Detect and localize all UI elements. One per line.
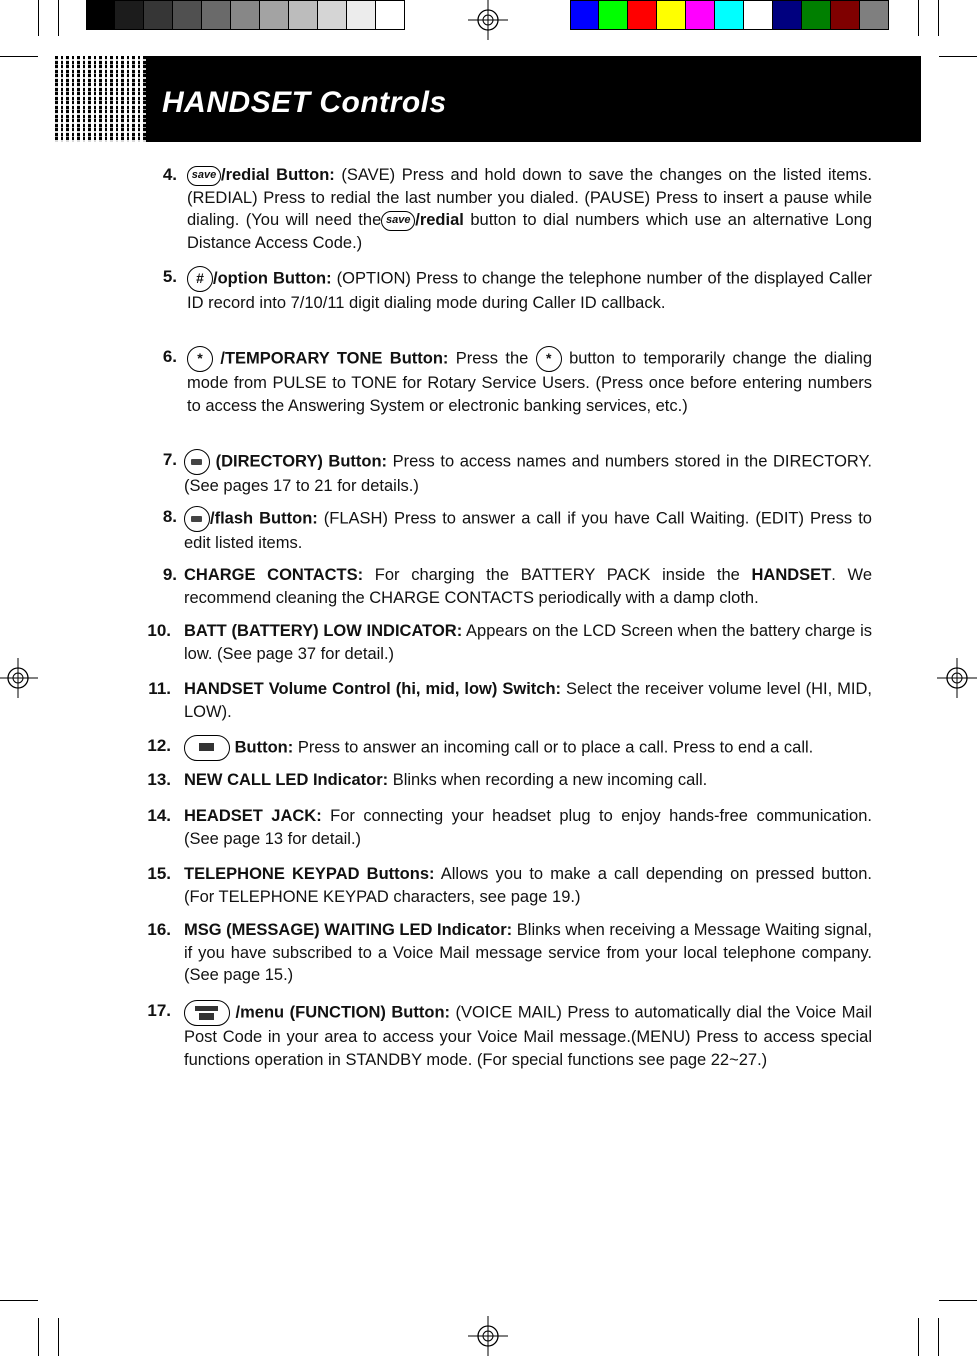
item-number: 14. bbox=[147, 806, 171, 825]
item-description: HEADSET JACK: For connecting your headset plug to enjoy hands-free communication. (See page 13 for detail.) bbox=[184, 807, 872, 848]
color-swatch bbox=[773, 0, 802, 30]
talk-key-icon bbox=[184, 735, 230, 761]
save-key-icon: save bbox=[187, 166, 221, 186]
item-description: HANDSET Volume Control (hi, mid, low) Switch: Select the receiver volume level (HI, MID, LOW). bbox=[184, 680, 872, 721]
item-number: 16. bbox=[147, 920, 171, 939]
section-header bbox=[146, 56, 921, 142]
color-swatch bbox=[860, 0, 889, 30]
item-number: 9. bbox=[162, 565, 177, 584]
crop-mark bbox=[0, 1300, 38, 1301]
item-description: Button: Press to answer an incoming call or to place a call. Press to end a call. bbox=[184, 735, 872, 761]
color-swatch bbox=[715, 0, 744, 30]
item-description: CHARGE CONTACTS: For charging the BATTERY PACK inside the HANDSET. We recommend cleaning the CHARGE CONTACTS periodically with a damp cloth. bbox=[184, 566, 872, 607]
item-description: * /TEMPORARY TONE Button: Press the * button to temporarily change the dialing mode from PULSE to TONE for Rotary Service Users. (Press once before entering numbers to access the Answering System or electronic banking services, etc.) bbox=[187, 346, 872, 417]
color-calibration-bar bbox=[570, 0, 889, 30]
grayscale-calibration-bar bbox=[86, 0, 405, 30]
item-description: /flash Button: (FLASH) Press to answer a call if you have Call Waiting. (EDIT) Press to edit listed items. bbox=[184, 506, 872, 555]
crop-mark bbox=[939, 56, 977, 57]
item-description: BATT (BATTERY) LOW INDICATOR: Appears on the LCD Screen when the battery charge is low. (See page 37 for detail.) bbox=[184, 622, 872, 663]
star-key-icon: * bbox=[536, 346, 562, 372]
color-swatch bbox=[744, 0, 773, 30]
color-swatch bbox=[376, 0, 405, 30]
registration-mark-icon bbox=[468, 1316, 508, 1356]
item-number: 11. bbox=[148, 679, 171, 698]
save-key-icon: save bbox=[381, 211, 415, 231]
crop-mark bbox=[58, 0, 59, 36]
item-description: TELEPHONE KEYPAD Buttons: Allows you to make a call depending on pressed button. (For TELEPHONE KEYPAD characters, see page 19.) bbox=[184, 865, 872, 906]
color-swatch bbox=[144, 0, 173, 30]
color-swatch bbox=[86, 0, 115, 30]
color-swatch bbox=[599, 0, 628, 30]
item-number: 10. bbox=[147, 621, 171, 640]
crop-mark bbox=[938, 0, 939, 36]
color-swatch bbox=[173, 0, 202, 30]
item-description: /menu (FUNCTION) Button: (VOICE MAIL) Press to automatically dial the Voice Mail Post Code in your area to access your Voice Mail message.(MENU) Press to access special functions operation in STANDBY mode. (For special functions see page 22~27.) bbox=[184, 1000, 872, 1071]
item-number: 7. bbox=[162, 450, 177, 469]
page-title: HANDSET Controls bbox=[162, 86, 447, 119]
color-swatch bbox=[347, 0, 376, 30]
item-number: 17. bbox=[147, 1001, 171, 1020]
color-swatch bbox=[260, 0, 289, 30]
color-swatch bbox=[289, 0, 318, 30]
item-number: 15. bbox=[147, 864, 171, 883]
color-swatch bbox=[802, 0, 831, 30]
crop-mark bbox=[918, 1318, 919, 1356]
item-description: # /option Button: (OPTION) Press to change the telephone number of the displayed Caller ID record into 7/10/11 digit dialing mode during Caller ID callback. bbox=[187, 266, 872, 315]
color-swatch bbox=[318, 0, 347, 30]
crop-mark bbox=[918, 0, 919, 36]
registration-mark-icon bbox=[0, 658, 38, 698]
color-swatch bbox=[570, 0, 599, 30]
color-swatch bbox=[115, 0, 144, 30]
item-number: 12. bbox=[147, 736, 171, 755]
crop-mark bbox=[38, 0, 39, 36]
item-description: MSG (MESSAGE) WAITING LED Indicator: Blinks when receiving a Message Waiting signal, if you have subscribed to a Voice Mail message service from your local telephone company. (See page 15.) bbox=[184, 921, 873, 984]
color-swatch bbox=[831, 0, 860, 30]
pattern-block bbox=[55, 56, 146, 142]
directory-key-icon bbox=[184, 449, 210, 475]
color-swatch bbox=[686, 0, 715, 30]
registration-mark-icon bbox=[937, 658, 977, 698]
item-number: 13. bbox=[147, 770, 171, 789]
registration-mark-icon bbox=[468, 0, 508, 40]
item-number: 8. bbox=[162, 507, 177, 526]
hash-key-icon: # bbox=[187, 266, 213, 292]
color-swatch bbox=[231, 0, 260, 30]
item-number: 5. bbox=[162, 267, 177, 286]
crop-mark bbox=[939, 1300, 977, 1301]
menu-key-icon bbox=[184, 1000, 230, 1026]
item-description: NEW CALL LED Indicator: Blinks when recording a new incoming call. bbox=[184, 771, 708, 789]
item-number: 6. bbox=[162, 347, 177, 366]
crop-mark bbox=[938, 1318, 939, 1356]
crop-mark bbox=[58, 1318, 59, 1356]
flash-key-icon bbox=[184, 506, 210, 532]
crop-mark bbox=[38, 1318, 39, 1356]
item-description: save /redial Button: (SAVE) Press and hold down to save the changes on the listed items. (REDIAL) Press to redial the last number you dialed. (PAUSE) Press to insert a pause while dialing. (You will need the save /redial button to dial numbers which use an alternative Long Distance Access Code.) bbox=[187, 166, 872, 252]
color-swatch bbox=[628, 0, 657, 30]
item-description: (DIRECTORY) Button: Press to access names and numbers stored in the DIRECTORY. (See pages 17 to 21 for details.) bbox=[184, 449, 872, 498]
color-swatch bbox=[202, 0, 231, 30]
color-swatch bbox=[657, 0, 686, 30]
item-number: 4. bbox=[162, 165, 177, 184]
star-key-icon: * bbox=[187, 346, 213, 372]
crop-mark bbox=[0, 56, 38, 57]
